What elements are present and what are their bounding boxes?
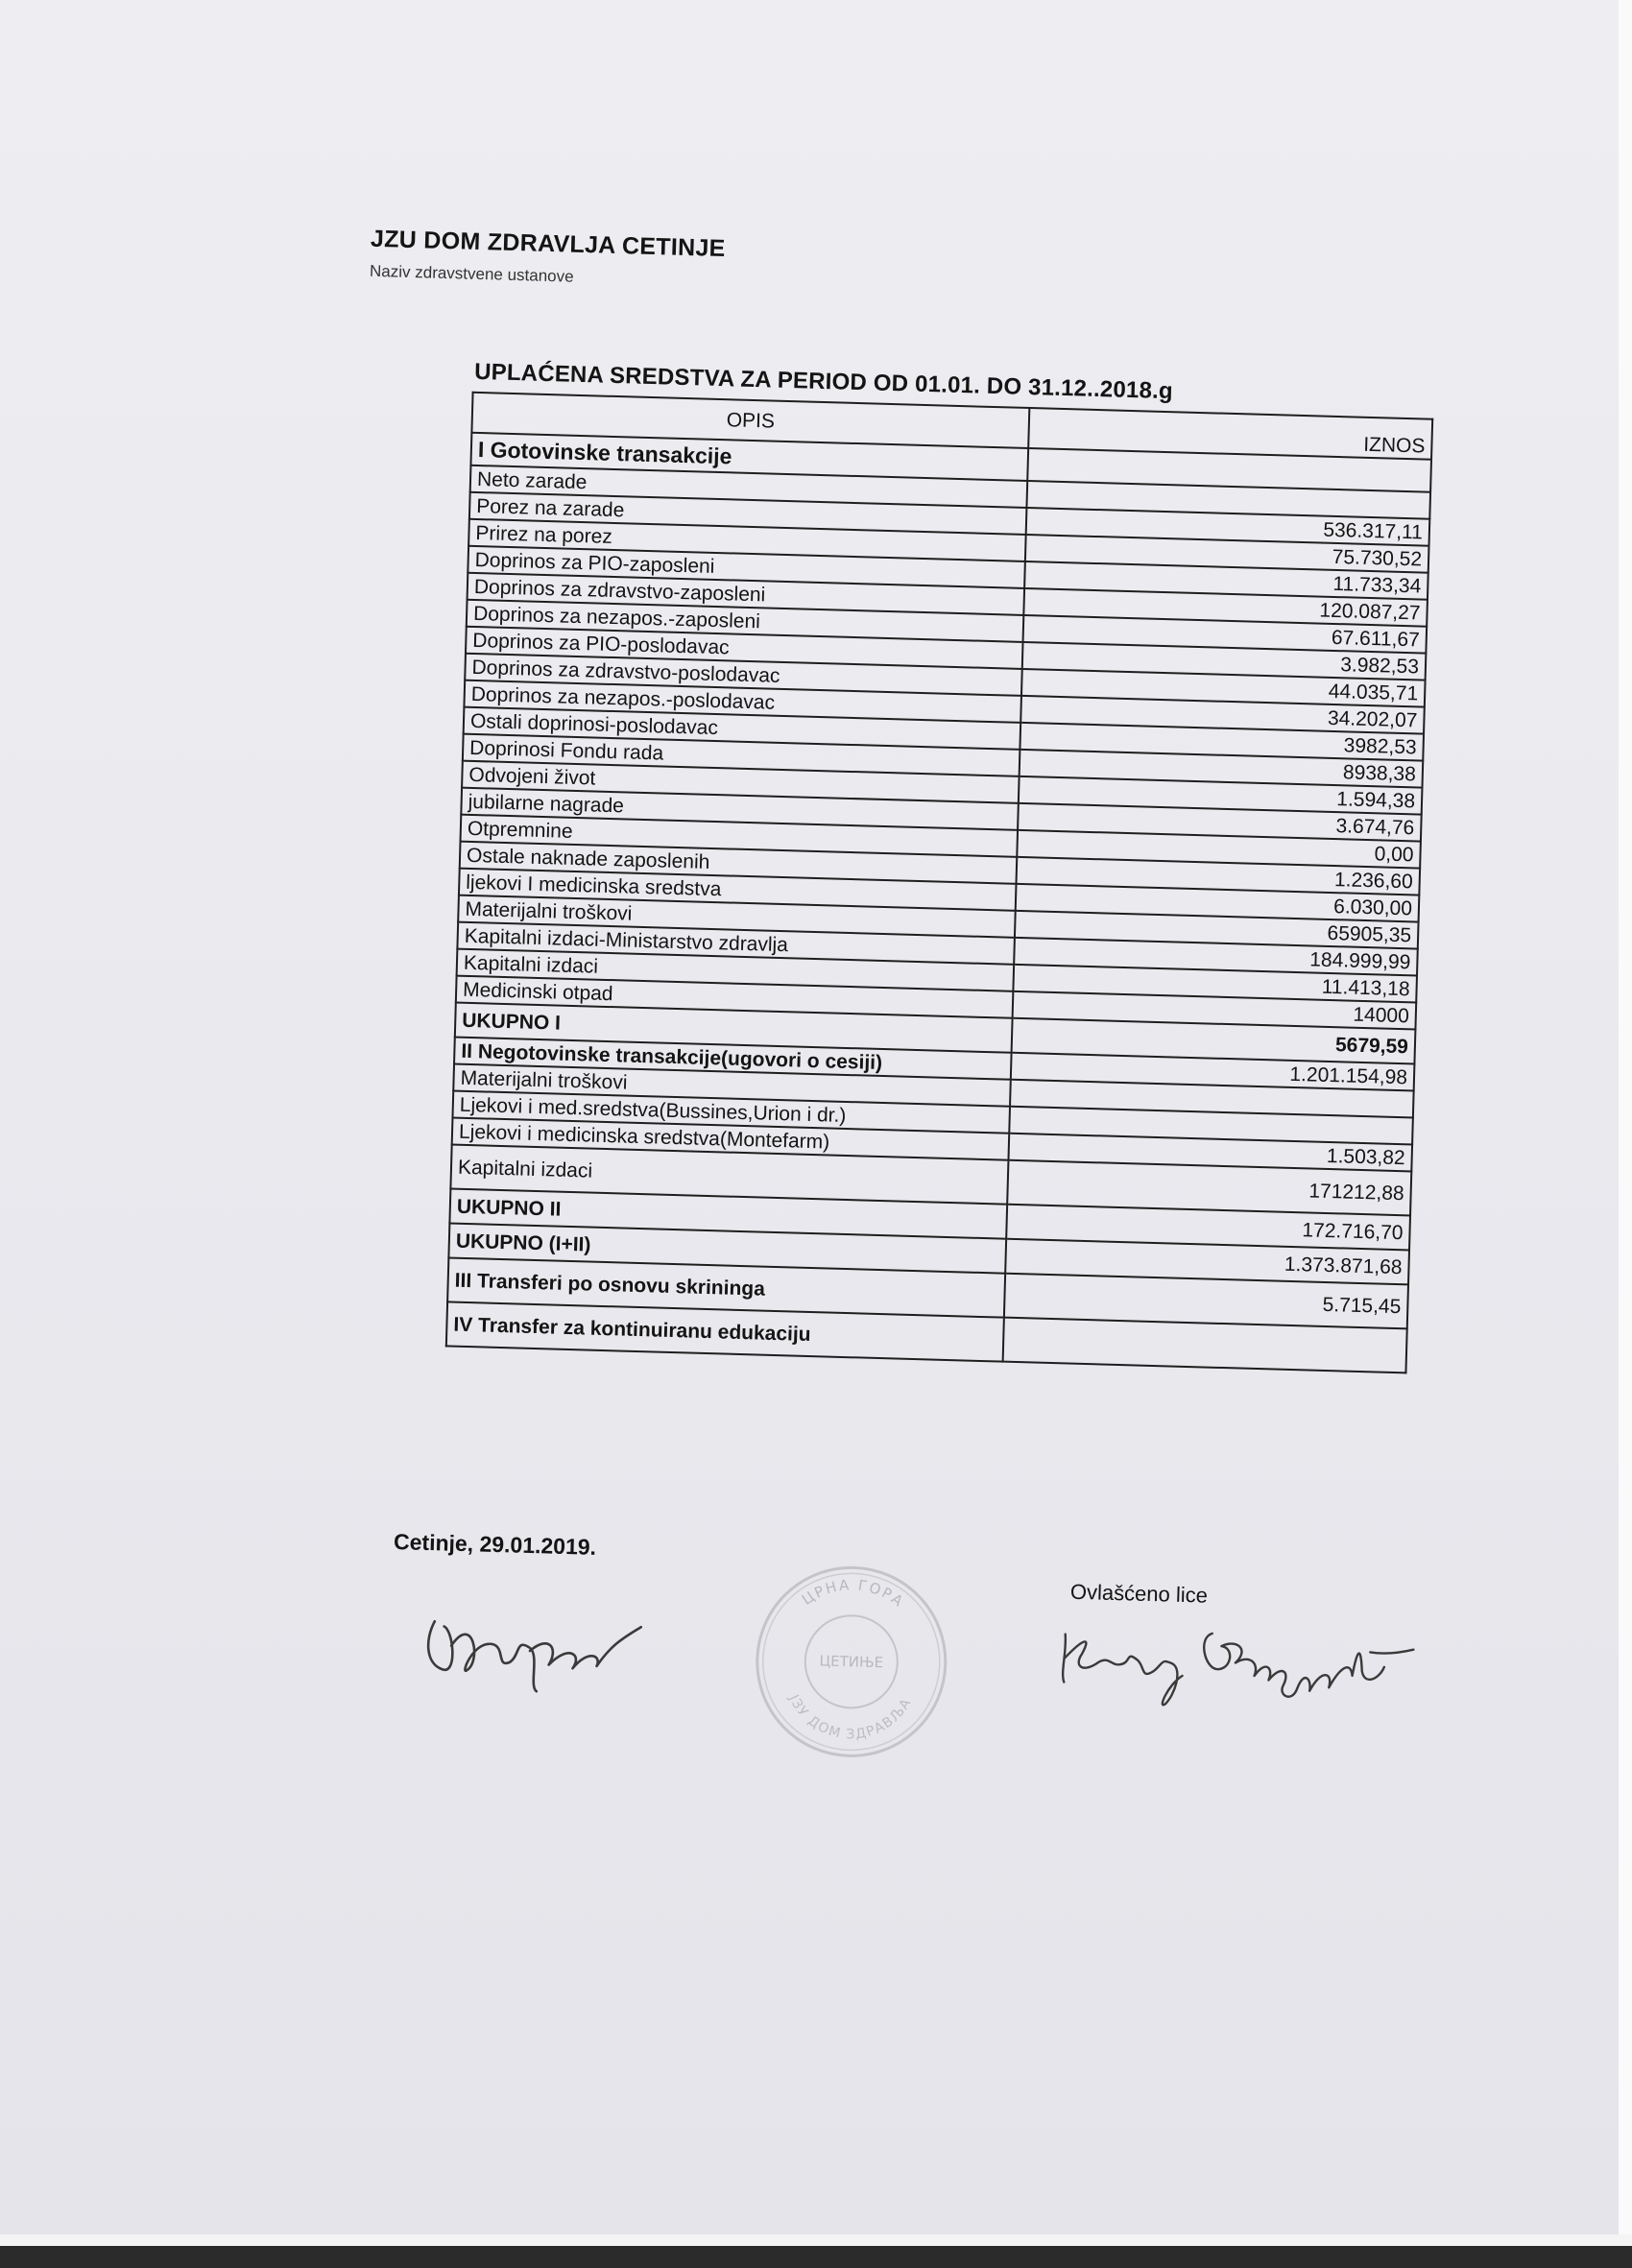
- total-i-label: UKUPNO I: [455, 1003, 1013, 1053]
- row-label: Doprinos za zdravstvo-zaposleni: [468, 573, 1025, 615]
- row-amount: 75.730,52: [1025, 535, 1429, 573]
- row-label: Ljekovi i med.sredstva(Bussines,Urion i dr.): [452, 1091, 1010, 1134]
- row-label: Prirez na porez: [468, 519, 1026, 561]
- row-amount: 34.202,07: [1020, 696, 1425, 734]
- row-amount: 171212,88: [1007, 1160, 1411, 1216]
- signature-authorized-person: [1052, 1605, 1429, 1716]
- column-header-amount: IZNOS: [1028, 408, 1432, 460]
- section-ii-label: II Negotovinske transakcije(ugovori o cesiji): [454, 1038, 1012, 1080]
- place-and-date: Cetinje, 29.01.2019.: [393, 1528, 597, 1560]
- row-label: Porez na zarade: [469, 492, 1027, 535]
- row-amount: 184.999,99: [1014, 938, 1418, 976]
- row-label: Ostali doprinosi-poslodavac: [464, 707, 1021, 750]
- total-ii-amount: 172.716,70: [1006, 1205, 1410, 1251]
- institution-caption: Naziv zdravstvene ustanove: [369, 261, 574, 286]
- row-amount: 65905,35: [1015, 911, 1419, 949]
- row-amount: 44.035,71: [1021, 669, 1426, 707]
- row-label: Ljekovi i medicinska sredstva(Montefarm): [452, 1118, 1010, 1160]
- funds-table: [445, 392, 1433, 1374]
- column-header-description: OPIS: [471, 393, 1029, 448]
- svg-text:ЦЕТИЊЕ: ЦЕТИЊЕ: [819, 1652, 884, 1672]
- total-ii-label: UKUPNO II: [449, 1189, 1007, 1239]
- authorized-person-label: Ovlašćeno lice: [1069, 1579, 1209, 1608]
- section-i-label: I Gotovinske transakcije: [470, 433, 1028, 481]
- row-label: ljekovi I medicinska sredstva: [459, 869, 1017, 911]
- row-amount: 3982,53: [1020, 723, 1424, 761]
- row-label: Doprinos za PIO-poslodavac: [466, 627, 1023, 669]
- row-label: Kapitalni izdaci: [457, 949, 1015, 991]
- row-label: Doprinos za nezapos.-zaposleni: [467, 600, 1024, 642]
- row-amount: 6.030,00: [1016, 884, 1420, 922]
- official-stamp: [748, 1558, 955, 1765]
- row-amount: 3.982,53: [1022, 642, 1427, 680]
- total-all-label: UKUPNO (I+II): [448, 1223, 1006, 1273]
- total-all-amount: 1.373.871,68: [1005, 1239, 1409, 1285]
- row-amount: 0,00: [1017, 830, 1421, 869]
- row-label: Doprinosi Fondu rada: [463, 734, 1020, 776]
- section-ii-amount: 1.201.154,98: [1011, 1053, 1415, 1091]
- section-iii-amount: 5.715,45: [1004, 1274, 1408, 1329]
- row-label: Otpremnine: [461, 815, 1019, 857]
- signature-left: [414, 1592, 657, 1705]
- row-label: Odvojeni život: [462, 761, 1020, 803]
- row-amount: 1.236,60: [1016, 857, 1420, 895]
- row-amount: 11.413,18: [1013, 965, 1417, 1003]
- row-amount: 1.503,82: [1008, 1134, 1412, 1172]
- section-iii-label: III Transferi po osnovu skrininga: [447, 1257, 1005, 1317]
- row-label: jubilarne nagrade: [461, 788, 1019, 830]
- svg-text:ЦРНА ГОРА: ЦРНА ГОРА: [799, 1576, 908, 1611]
- row-label: Ostale naknade zaposlenih: [460, 842, 1018, 884]
- row-label: Medicinski otpad: [456, 976, 1014, 1018]
- row-label: Kapitalni izdaci: [450, 1145, 1008, 1205]
- row-label: Materijalni troškovi: [458, 895, 1016, 938]
- row-amount: 14000: [1013, 991, 1417, 1030]
- total-i-amount: 5679,59: [1012, 1018, 1416, 1064]
- svg-text:ЈЗУ ДОМ ЗДРАВЉА: ЈЗУ ДОМ ЗДРАВЉА: [785, 1692, 915, 1743]
- report-title: UPLAĆENA SREDSTVA ZA PERIOD OD 01.01. DO 31.12..2018.g: [473, 358, 1174, 405]
- institution-name: JZU DOM ZDRAVLJA CETINJE: [370, 225, 726, 263]
- row-amount: 11.733,34: [1024, 561, 1428, 600]
- row-amount: 67.611,67: [1023, 615, 1428, 654]
- row-amount: 536.317,11: [1026, 508, 1430, 546]
- row-label: Materijalni troškovi: [453, 1064, 1011, 1107]
- row-label: Doprinos za zdravstvo-poslodavac: [465, 654, 1022, 696]
- row-amount: 3.674,76: [1018, 803, 1422, 842]
- row-amount: 8938,38: [1020, 750, 1424, 788]
- row-amount: 1.594,38: [1019, 776, 1423, 815]
- row-label: Kapitalni izdaci-Ministarstvo zdravlja: [457, 922, 1015, 965]
- row-label: Neto zarade: [470, 466, 1028, 508]
- row-label: Doprinos za PIO-zaposleni: [468, 546, 1025, 588]
- row-amount: 120.087,27: [1023, 588, 1428, 627]
- section-iv-label: IV Transfer za kontinuiranu edukaciju: [446, 1301, 1004, 1361]
- row-label: Doprinos za nezapos.-poslodavac: [464, 680, 1021, 723]
